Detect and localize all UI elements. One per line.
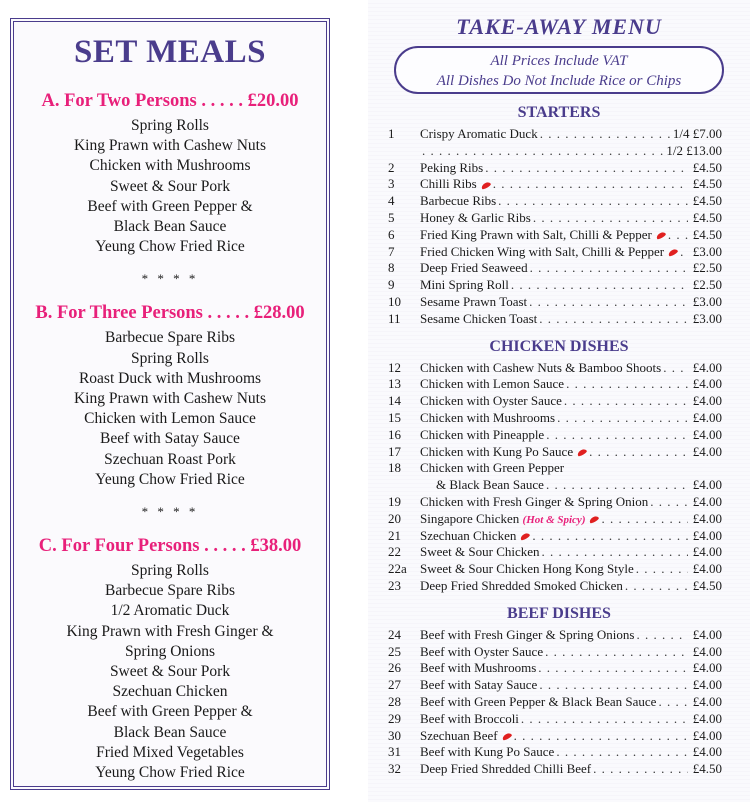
menu-item-row xyxy=(368,210,750,227)
item-number: 24 xyxy=(388,626,401,642)
menu-item-row xyxy=(368,761,750,778)
item-name: Peking Ribs xyxy=(420,159,484,175)
leader-dots xyxy=(529,294,687,311)
leader-dots xyxy=(668,227,688,244)
leader-dots xyxy=(680,244,687,261)
item-number: 30 xyxy=(388,727,401,743)
item-price: £4.50 xyxy=(689,577,722,593)
item-name: Beef with Oyster Sauce xyxy=(420,643,544,659)
item-name: Deep Fried Shredded Chilli Beef xyxy=(420,761,592,777)
item-number: 2 xyxy=(388,159,395,175)
notice-line: All Prices Include VAT xyxy=(490,53,628,69)
meal-title: A. For Two Persons . . . . . £20.00 xyxy=(41,91,299,111)
item-name: Mini Spring Roll xyxy=(420,277,509,293)
set-meals-panel xyxy=(10,18,330,790)
item-price: £4.50 xyxy=(689,761,722,777)
leader-dots xyxy=(422,143,664,160)
meal-item: Sweet & Sour Pork xyxy=(109,177,231,195)
item-number: 10 xyxy=(388,293,401,309)
leader-dots xyxy=(564,393,688,410)
item-name: Honey & Garlic Ribs xyxy=(420,209,531,225)
item-price: £4.00 xyxy=(689,359,722,375)
item-name: Singapore Chicken (Hot & Spicy) xyxy=(420,511,599,529)
chilli-icon xyxy=(520,532,531,541)
item-number: 23 xyxy=(388,577,401,593)
item-number: 13 xyxy=(388,376,401,392)
meal-item: Szechuan Roast Pork xyxy=(104,450,236,468)
meal-item: Sweet & Sour Pork xyxy=(109,663,231,681)
menu-item-row xyxy=(368,244,750,261)
meal-items xyxy=(14,116,326,257)
item-number: 5 xyxy=(388,209,395,225)
menu-item-row xyxy=(368,311,750,328)
item-name: Sweet & Sour Chicken Hong Kong Style xyxy=(420,561,634,577)
menu-item-row xyxy=(368,544,750,561)
item-number: 14 xyxy=(388,393,401,409)
leader-dots xyxy=(650,494,687,511)
leader-dots xyxy=(514,728,688,745)
leader-dots xyxy=(521,711,688,728)
menu-item-row xyxy=(368,277,750,294)
item-name: Szechuan Chicken xyxy=(420,528,530,545)
item-name: Chicken with Cashew Nuts & Bamboo Shoots xyxy=(420,359,662,375)
item-price: £4.00 xyxy=(689,426,722,442)
item-number: 15 xyxy=(388,409,401,425)
leader-dots xyxy=(538,660,687,677)
item-name: Chilli Ribs xyxy=(420,176,491,193)
meal-title: C. For Four Persons . . . . . £38.00 xyxy=(38,536,302,557)
meal-items xyxy=(14,561,326,783)
item-number: 11 xyxy=(388,310,401,326)
meal-items xyxy=(14,328,326,490)
menu-item-row xyxy=(368,427,750,444)
menu-item-row xyxy=(368,477,750,494)
beef-list xyxy=(368,627,750,778)
item-name: Crispy Aromatic Duck xyxy=(420,126,538,141)
menu-item-row xyxy=(368,660,750,677)
meal-item: Roast Duck with Mushrooms xyxy=(78,369,262,387)
item-portion: 1/2 xyxy=(666,142,683,158)
chilli-icon xyxy=(667,248,678,257)
leader-dots xyxy=(663,360,687,377)
item-price: £4.00 xyxy=(689,710,722,726)
menu-item-row xyxy=(368,644,750,661)
item-number: 25 xyxy=(388,643,401,659)
item-price: £4.00 xyxy=(689,544,722,560)
meal-item: Black Bean Sauce xyxy=(113,218,227,236)
item-price: £4.50 xyxy=(689,209,722,225)
meal-item: Black Bean Sauce xyxy=(113,723,227,741)
item-number: 21 xyxy=(388,527,401,543)
item-name: Beef with Green Pepper & Black Bean Sauce xyxy=(420,693,657,709)
leader-dots xyxy=(545,644,687,661)
item-name: Chicken with Lemon Sauce xyxy=(420,376,565,392)
item-price: £4.00 xyxy=(689,477,722,493)
item-number: 12 xyxy=(388,359,401,375)
item-name: Chicken with Green Pepper xyxy=(420,460,565,476)
chilli-icon xyxy=(589,515,600,524)
menu-item-row xyxy=(368,561,750,578)
meal-item: Fried Mixed Vegetables xyxy=(96,743,244,761)
item-price: £4.00 xyxy=(689,727,722,743)
meal-item: Spring Rolls xyxy=(131,349,209,367)
menu-item-row xyxy=(368,627,750,644)
leader-dots xyxy=(542,544,688,561)
item-price: £4.00 xyxy=(689,393,722,409)
leader-dots xyxy=(636,561,688,578)
meal-item: Yeung Chow Fried Rice xyxy=(95,470,245,488)
meal-item: Beef with Green Pepper & xyxy=(87,703,253,721)
item-name: Chicken with Oyster Sauce xyxy=(420,393,562,409)
meal-item: Beef with Satay Sauce xyxy=(100,430,240,448)
meal-item: King Prawn with Fresh Ginger & xyxy=(66,622,274,640)
item-price: £2.50 xyxy=(689,277,722,293)
item-name: & Black Bean Sauce xyxy=(436,477,544,493)
item-number: 16 xyxy=(388,426,401,442)
meal-item: Spring Rolls xyxy=(131,562,209,580)
leader-dots xyxy=(511,277,688,294)
leader-dots xyxy=(556,744,687,761)
meal-item: King Prawn with Cashew Nuts xyxy=(73,137,267,155)
menu-item-row xyxy=(368,393,750,410)
item-name: Chicken with Kung Po Sauce xyxy=(420,444,587,461)
meal-item: Barbecue Spare Ribs xyxy=(105,329,235,347)
chilli-icon xyxy=(501,732,512,741)
menu-item-row xyxy=(368,578,750,595)
item-name: Sweet & Sour Chicken xyxy=(420,544,540,560)
item-price: £3.00 xyxy=(689,243,722,259)
item-name: Chicken with Mushrooms xyxy=(420,409,556,425)
item-name: Sesame Chicken Toast xyxy=(420,310,538,326)
item-number: 28 xyxy=(388,693,401,709)
item-price: £4.00 xyxy=(689,693,722,709)
meal-item: Yeung Chow Fried Rice xyxy=(95,238,245,256)
leader-dots xyxy=(532,528,687,545)
item-name: Beef with Mushrooms xyxy=(420,660,537,676)
chicken-list xyxy=(368,360,750,595)
separator: * * * * xyxy=(141,271,199,287)
item-number: 19 xyxy=(388,493,401,509)
meal-item: Chicken with Mushrooms xyxy=(89,157,251,175)
item-number: 26 xyxy=(388,660,401,676)
menu-item-row xyxy=(368,728,750,745)
meal-item: King Prawn with Cashew Nuts xyxy=(73,390,267,408)
menu-item-row xyxy=(368,444,750,461)
item-price: £13.00 xyxy=(683,142,722,158)
leader-dots xyxy=(546,477,688,494)
item-price: £4.00 xyxy=(689,744,722,760)
meal-item: Barbecue Spare Ribs xyxy=(105,582,235,600)
item-number: 29 xyxy=(388,710,401,726)
starters-list xyxy=(368,126,750,328)
item-number: 32 xyxy=(388,761,401,777)
item-name: Fried King Prawn with Salt, Chilli & Pepper xyxy=(420,227,666,244)
item-portion: 1/4 xyxy=(672,126,690,141)
menu-item-row xyxy=(368,160,750,177)
item-price: £4.50 xyxy=(689,193,722,209)
item-price: £4.00 xyxy=(689,527,722,543)
item-price: £4.00 xyxy=(689,660,722,676)
beef-title: BEEF DISHES xyxy=(507,604,611,622)
meal-c xyxy=(14,536,326,783)
meal-b xyxy=(14,303,326,490)
menu-item-row xyxy=(368,744,750,761)
meal-item: Spring Rolls xyxy=(131,117,209,134)
meal-item: 1/2 Aromatic Duck xyxy=(110,602,230,620)
menu-item-row xyxy=(368,227,750,244)
menu-item-row xyxy=(368,126,750,143)
menu-item-row xyxy=(368,376,750,393)
item-name: Beef with Satay Sauce xyxy=(420,677,538,693)
leader-dots xyxy=(589,444,687,461)
menu-item-row xyxy=(368,360,750,377)
leader-dots xyxy=(557,410,687,427)
item-price: £4.00 xyxy=(689,510,722,526)
item-price: £4.00 xyxy=(689,443,722,459)
item-number: 1 xyxy=(388,126,395,141)
meal-item: Beef with Green Pepper & xyxy=(87,197,253,215)
meal-item: Spring Onions xyxy=(125,642,215,660)
chilli-icon xyxy=(480,181,491,190)
starters-title: STARTERS xyxy=(517,104,601,121)
item-name: Deep Fried Shredded Smoked Chicken xyxy=(420,577,623,593)
item-number: 27 xyxy=(388,677,401,693)
meal-item: Chicken with Lemon Sauce xyxy=(84,410,256,428)
item-number: 4 xyxy=(388,193,395,209)
item-price: £4.00 xyxy=(689,643,722,659)
item-price: £4.00 xyxy=(689,376,722,392)
item-price: £4.00 xyxy=(689,561,722,577)
menu-item-row xyxy=(368,460,750,477)
menu-item-row xyxy=(368,694,750,711)
menu-item-row xyxy=(368,511,750,528)
leader-dots xyxy=(485,160,687,177)
leader-dots xyxy=(539,677,687,694)
item-price: £7.00 xyxy=(689,126,722,141)
item-number: 8 xyxy=(388,260,395,276)
menu-item-row xyxy=(368,494,750,511)
leader-dots xyxy=(530,260,688,277)
chilli-icon xyxy=(655,231,666,240)
item-name: Barbecue Ribs xyxy=(420,193,497,209)
item-number: 31 xyxy=(388,744,401,760)
item-name: Sesame Prawn Toast xyxy=(420,293,528,309)
menu-item-row xyxy=(368,711,750,728)
item-number: 20 xyxy=(388,510,401,526)
menu-item-row xyxy=(368,143,750,160)
menu-item-row xyxy=(368,528,750,545)
spicy-tag: (Hot & Spicy) xyxy=(522,513,586,526)
menu-item-row xyxy=(368,410,750,427)
leader-dots xyxy=(566,376,687,393)
item-price: £3.00 xyxy=(689,293,722,309)
item-name: Chicken with Fresh Ginger & Spring Onion xyxy=(420,493,649,509)
chilli-icon xyxy=(577,448,588,457)
vat-notice xyxy=(394,46,724,94)
item-price: £3.00 xyxy=(689,310,722,326)
leader-dots xyxy=(493,176,688,193)
menu-item-row xyxy=(368,677,750,694)
item-number: 9 xyxy=(388,277,395,293)
item-number: 17 xyxy=(388,443,401,459)
item-number: 22a xyxy=(388,561,407,577)
item-price: £4.50 xyxy=(689,226,722,242)
leader-dots xyxy=(636,627,687,644)
item-price: £2.50 xyxy=(689,260,722,276)
leader-dots xyxy=(593,761,687,778)
item-price: £4.50 xyxy=(689,176,722,192)
item-price: £4.00 xyxy=(689,626,722,642)
menu-item-row xyxy=(368,176,750,193)
leader-dots xyxy=(540,126,671,143)
meal-item: Yeung Chow Fried Rice xyxy=(95,764,245,782)
leader-dots xyxy=(533,210,688,227)
item-name: Beef with Fresh Ginger & Spring Onions xyxy=(420,626,635,642)
meal-item: Szechuan Chicken xyxy=(112,683,228,701)
item-name: Fried Chicken Wing with Salt, Chilli & Pepper xyxy=(420,244,678,261)
meal-title: B. For Three Persons . . . . . £28.00 xyxy=(35,303,305,324)
takeaway-title: TAKE-AWAY MENU xyxy=(456,14,662,39)
item-number: 3 xyxy=(388,176,395,192)
chicken-title: CHICKEN DISHES xyxy=(489,337,629,355)
leader-dots xyxy=(625,578,688,595)
separator: * * * * xyxy=(141,504,199,520)
item-number: 7 xyxy=(388,243,395,259)
leader-dots xyxy=(546,427,687,444)
item-name: Deep Fried Seaweed xyxy=(420,260,528,276)
item-number: 6 xyxy=(388,226,395,242)
item-name: Beef with Broccoli xyxy=(420,710,519,726)
item-number: 22 xyxy=(388,544,401,560)
item-price: £4.00 xyxy=(689,677,722,693)
set-meals-title: SET MEALS xyxy=(74,34,266,70)
meal-a xyxy=(14,91,326,257)
notice-line: All Dishes Do Not Include Rice or Chips xyxy=(436,73,682,89)
item-name: Beef with Kung Po Sauce xyxy=(420,744,555,760)
item-price: £4.00 xyxy=(689,493,722,509)
item-price: £4.50 xyxy=(689,159,722,175)
leader-dots xyxy=(498,193,687,210)
menu-item-row xyxy=(368,193,750,210)
leader-dots xyxy=(539,311,687,328)
takeaway-panel xyxy=(368,0,750,802)
leader-dots xyxy=(658,694,687,711)
item-price: £4.00 xyxy=(689,409,722,425)
item-number: 18 xyxy=(388,460,401,476)
menu-item-row xyxy=(368,294,750,311)
item-name: Chicken with Pineapple xyxy=(420,426,545,442)
leader-dots xyxy=(601,511,687,528)
menu-item-row xyxy=(368,260,750,277)
item-name: Szechuan Beef xyxy=(420,728,512,745)
